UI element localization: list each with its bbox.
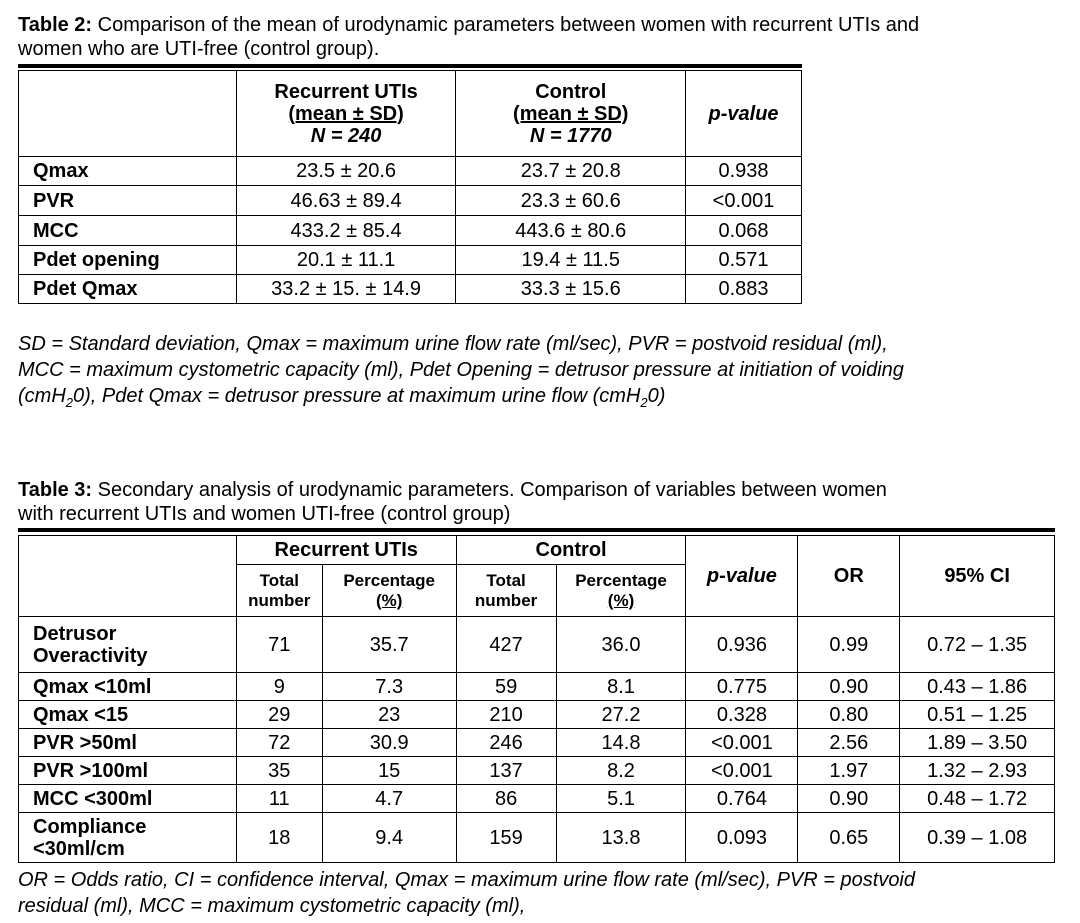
table3-cell-recurrent-total: 18 [236, 813, 322, 863]
table3-note-line2: residual (ml), MCC = maximum cystometric capacity (ml), [18, 895, 526, 917]
table2-header-control-line1: Control [535, 80, 607, 103]
table2-cell-recurrent: 33.2 ± 15. ± 14.9 [236, 275, 456, 304]
table-row [19, 785, 1055, 813]
table3-cell-control-total: 427 [456, 617, 556, 673]
table3-cell-ci: 0.43 – 1.86 [900, 673, 1055, 701]
table2-cell-pvalue: 0.571 [686, 246, 802, 275]
table2-header-control-line3: N = 1770 [529, 124, 612, 147]
table3-cell-or: 0.99 [798, 617, 900, 673]
table-row [19, 757, 1055, 785]
table3-cell-pvalue: 0.936 [686, 617, 798, 673]
table3-cell-pvalue: 0.093 [686, 813, 798, 863]
table2-note-line3 [18, 383, 665, 409]
table2-note-line3-sub1: 2 [65, 395, 73, 410]
table3-row-label: MCC <300ml [19, 785, 237, 813]
table3-cell-ci: 0.39 – 1.08 [900, 813, 1055, 863]
table2-row-label: MCC [19, 216, 237, 246]
table3-cell-control-pct: 13.8 [556, 813, 686, 863]
table-row [19, 701, 1055, 729]
table2-header-recurrent-line1: Recurrent UTIs [274, 80, 418, 103]
table3-cell-or: 0.90 [798, 785, 900, 813]
table3-cell-recurrent-pct: 7.3 [322, 673, 456, 701]
table3-cell-pvalue: <0.001 [686, 729, 798, 757]
table3-cell-recurrent-pct: 23 [322, 701, 456, 729]
table2-cell-pvalue: 0.068 [686, 216, 802, 246]
table3-cell-recurrent-total: 71 [236, 617, 322, 673]
table3-cell-recurrent-pct: 9.4 [322, 813, 456, 863]
table2-header-recurrent [236, 71, 456, 157]
table3-header-recurrent-total [236, 565, 322, 617]
table3-header-control: Control [456, 536, 686, 565]
table3-cell-control-total: 159 [456, 813, 556, 863]
table2-header-pvalue: p-value [686, 71, 802, 157]
table3-header-control-pct [556, 565, 686, 617]
table3-header-or: OR [798, 536, 900, 617]
table-row [19, 157, 802, 186]
table3-header-control-total [456, 565, 556, 617]
table3-cell-recurrent-total: 35 [236, 757, 322, 785]
table2-cell-recurrent: 23.5 ± 20.6 [236, 157, 456, 186]
table2-header-recurrent-line3: N = 240 [310, 124, 382, 147]
table3-cell-control-pct: 5.1 [556, 785, 686, 813]
table3-cell-control-pct: 14.8 [556, 729, 686, 757]
table3-row-label-line1: Compliance [33, 815, 147, 838]
table2-header-recurrent-line2: (mean ± SD) [288, 102, 404, 125]
table3-cell-or: 2.56 [798, 729, 900, 757]
table3-row-label [19, 617, 237, 673]
table2-note-line3-sub2: 2 [640, 395, 648, 410]
table2-note-line3-a: (cmH [18, 385, 66, 407]
table3-cell-pvalue: 0.775 [686, 673, 798, 701]
table2-cell-recurrent: 46.63 ± 89.4 [236, 186, 456, 216]
table3-cell-recurrent-pct: 35.7 [322, 617, 456, 673]
table2-row-label: Pdet opening [19, 246, 237, 275]
table3-cell-control-total: 210 [456, 701, 556, 729]
table3-cell-control-total: 246 [456, 729, 556, 757]
table3-cell-ci: 0.48 – 1.72 [900, 785, 1055, 813]
table3-row-label: Qmax <15 [19, 701, 237, 729]
table3-row-label-line1: Detrusor [33, 622, 117, 645]
table3-cell-or: 0.90 [798, 673, 900, 701]
table3-header-total-line2: number [248, 590, 311, 610]
table-row [19, 813, 1055, 863]
table3-cell-pvalue: <0.001 [686, 757, 798, 785]
table3-cell-ci: 1.32 – 2.93 [900, 757, 1055, 785]
table3-row-label-line2: Overactivity [33, 644, 148, 667]
table3-note-line1: OR = Odds ratio, CI = confidence interval, Qmax = maximum urine flow rate (ml/sec), PVR = postvoid [18, 869, 916, 891]
table2-header-control [456, 71, 686, 157]
table3-cell-recurrent-pct: 15 [322, 757, 456, 785]
table2-cell-recurrent: 20.1 ± 11.1 [236, 246, 456, 275]
table2-cell-control: 443.6 ± 80.6 [456, 216, 686, 246]
table-row [19, 617, 1055, 673]
table3-header-recurrent-pct [322, 565, 456, 617]
table3-cell-control-pct: 8.2 [556, 757, 686, 785]
table3 [18, 535, 1055, 863]
table2-note-line1: SD = Standard deviation, Qmax = maximum urine flow rate (ml/sec), PVR = postvoid residual (ml), [18, 333, 888, 355]
table3-header-recurrent: Recurrent UTIs [236, 536, 456, 565]
table2-cell-recurrent: 433.2 ± 85.4 [236, 216, 456, 246]
table2-header-empty [19, 71, 237, 157]
table3-cell-recurrent-total: 9 [236, 673, 322, 701]
table3-cell-control-total: 137 [456, 757, 556, 785]
table3-caption-line1 [18, 479, 887, 502]
table-row [19, 216, 802, 246]
table-row [19, 186, 802, 216]
table2-header-row [19, 71, 802, 157]
table2-caption-line1 [18, 14, 919, 37]
table3-header-total-line1: Total [486, 570, 526, 590]
table2-cell-control: 23.3 ± 60.6 [456, 186, 686, 216]
table3-header-total-line1: Total [259, 570, 299, 590]
table3-cell-control-total: 59 [456, 673, 556, 701]
table2-row-label: PVR [19, 186, 237, 216]
table3-header-total-line2: number [474, 590, 538, 610]
table2-cell-control: 23.7 ± 20.8 [456, 157, 686, 186]
table3-top-rule [18, 528, 1055, 532]
table3-header-pct-line1: Percentage [575, 570, 667, 590]
table-row [19, 246, 802, 275]
table2 [18, 70, 802, 304]
table3-row-label: PVR >50ml [19, 729, 237, 757]
table3-caption-label: Table 3: [18, 479, 93, 501]
table3-caption-text: Secondary analysis of urodynamic parameters. Comparison of variables between women [92, 479, 887, 501]
table3-cell-or: 0.80 [798, 701, 900, 729]
table3-cell-recurrent-pct: 4.7 [322, 785, 456, 813]
table3-header-pvalue: p-value [686, 536, 798, 617]
table3-row-label [19, 813, 237, 863]
table3-cell-recurrent-total: 72 [236, 729, 322, 757]
table2-caption-label: Table 2: [18, 14, 93, 36]
table3-cell-control-pct: 27.2 [556, 701, 686, 729]
table2-cell-pvalue: 0.883 [686, 275, 802, 304]
table3-cell-ci: 0.51 – 1.25 [900, 701, 1055, 729]
table3-cell-or: 0.65 [798, 813, 900, 863]
table-row [19, 729, 1055, 757]
table3-header-ci: 95% CI [900, 536, 1055, 617]
table2-note-line2: MCC = maximum cystometric capacity (ml), Pdet Opening = detrusor pressure at initiation of voiding [18, 359, 904, 381]
table3-cell-ci: 0.72 – 1.35 [900, 617, 1055, 673]
table3-header-pct-line2: (%) [375, 590, 403, 610]
table3-header-pct-line2: (%) [607, 590, 635, 610]
table3-cell-or: 1.97 [798, 757, 900, 785]
table2-row-label: Qmax [19, 157, 237, 186]
table3-cell-pvalue: 0.764 [686, 785, 798, 813]
table3-cell-control-total: 86 [456, 785, 556, 813]
table3-cell-ci: 1.89 – 3.50 [900, 729, 1055, 757]
table2-note-line3-c: 0), Pdet Qmax = detrusor pressure at maximum urine flow (cmH [73, 385, 641, 407]
table3-cell-recurrent-pct: 30.9 [322, 729, 456, 757]
table2-caption-line2: women who are UTI-free (control group). [18, 38, 380, 60]
table3-header-group-row [19, 536, 1055, 565]
table2-note-line3-e: 0) [647, 385, 666, 407]
table2-cell-control: 33.3 ± 15.6 [456, 275, 686, 304]
table2-cell-pvalue: 0.938 [686, 157, 802, 186]
table2-header-control-line2: (mean ± SD) [513, 102, 629, 125]
table3-row-label: PVR >100ml [19, 757, 237, 785]
table3-header-pct-line1: Percentage [343, 570, 436, 590]
table2-cell-pvalue: <0.001 [686, 186, 802, 216]
table3-row-label-line2: <30ml/cm [33, 837, 125, 860]
table3-header-empty [19, 536, 237, 617]
table2-top-rule [18, 64, 802, 68]
table2-cell-control: 19.4 ± 11.5 [456, 246, 686, 275]
table2-caption-text: Comparison of the mean of urodynamic parameters between women with recurrent UTIs and [92, 14, 920, 36]
table3-row-label: Qmax <10ml [19, 673, 237, 701]
table3-cell-recurrent-total: 29 [236, 701, 322, 729]
table-row [19, 275, 802, 304]
table3-cell-recurrent-total: 11 [236, 785, 322, 813]
table3-cell-control-pct: 8.1 [556, 673, 686, 701]
table3-caption-line2: with recurrent UTIs and women UTI-free (control group) [18, 503, 511, 525]
table-row [19, 673, 1055, 701]
table3-cell-pvalue: 0.328 [686, 701, 798, 729]
table2-row-label: Pdet Qmax [19, 275, 237, 304]
table3-cell-control-pct: 36.0 [556, 617, 686, 673]
